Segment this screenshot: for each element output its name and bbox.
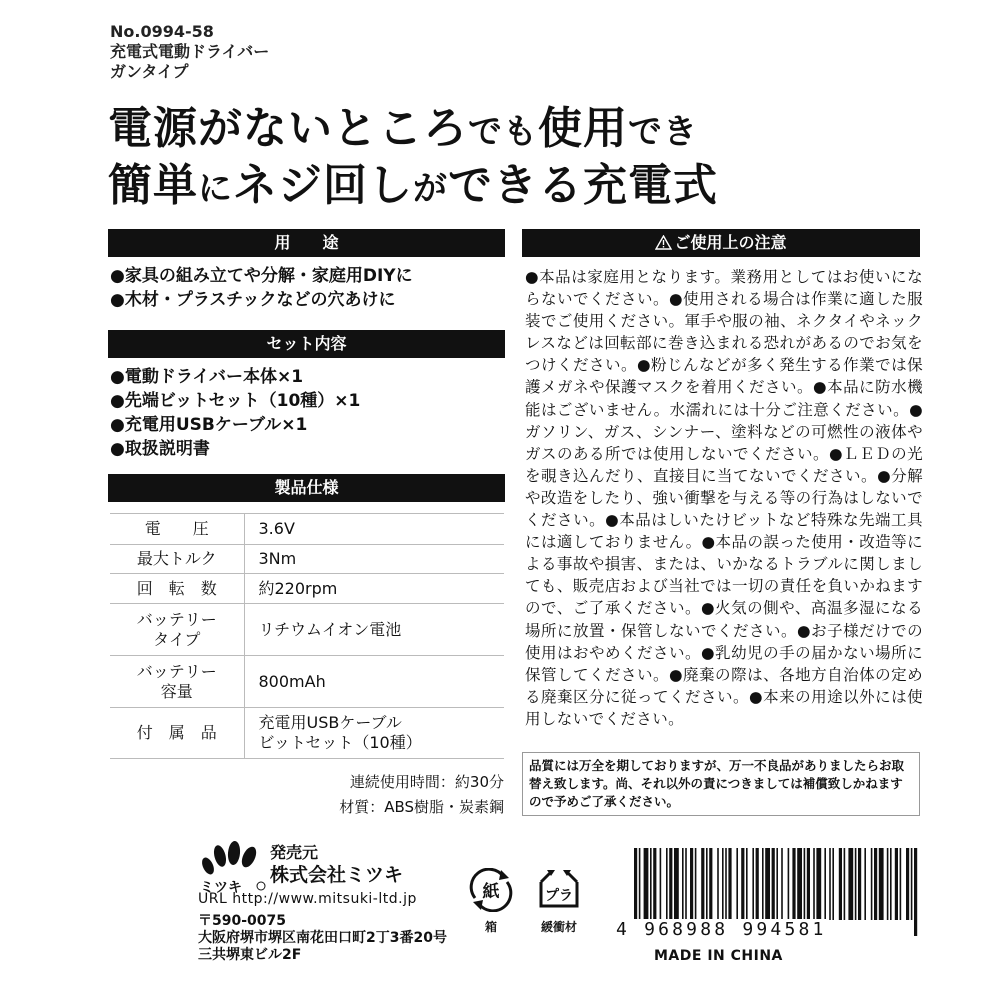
- address-line2: 三共堺東ビル2F: [198, 947, 302, 963]
- barcode-bar: [839, 848, 842, 920]
- barcode-bar: [874, 848, 877, 920]
- barcode-bar: [660, 848, 662, 920]
- headline-line2: 簡単にネジ回しができる充電式: [108, 160, 718, 211]
- list-item: ●家具の組み立てや分解・家庭用DIYに: [110, 266, 413, 286]
- barcode-bar: [914, 848, 917, 936]
- barcode-bar: [653, 848, 656, 920]
- barcode-bar: [765, 848, 770, 920]
- address-line1: 大阪府堺市堺区南花田口町2丁3番20号: [198, 930, 447, 946]
- barcode-bar: [746, 848, 748, 920]
- paper-recycle-caption: 箱: [484, 920, 497, 934]
- barcode-bar: [728, 848, 731, 920]
- spec-notes: [300, 770, 504, 820]
- barcode-bar: [855, 848, 857, 920]
- spec-label: 電 圧: [110, 514, 244, 545]
- barcode-bar: [669, 848, 672, 920]
- spec-label: バッテリー タイプ: [110, 604, 244, 656]
- country-of-origin: MADE IN CHINA: [654, 948, 783, 964]
- seller-label: 発売元: [270, 843, 319, 862]
- list-item: ●木材・プラスチックなどの穴あけに: [110, 290, 396, 310]
- barcode-bar: [906, 848, 909, 920]
- continuous-use-time: 連続使用時間：約30分: [349, 773, 504, 791]
- headline: [108, 102, 718, 216]
- warning-icon: [655, 235, 672, 250]
- barcode-bar: [772, 848, 775, 920]
- barcode-bar: [682, 848, 684, 920]
- list-item: ●充電用USBケーブル×1: [110, 415, 308, 435]
- svg-text:紙: 紙: [482, 882, 500, 902]
- barcode-bar: [685, 848, 687, 920]
- table-row: [110, 574, 504, 604]
- barcode-bar: [813, 848, 815, 920]
- paw-logo-icon: [198, 840, 268, 896]
- list-item: ●先端ビットセット（10種）×1: [110, 391, 361, 411]
- barcode-bar: [674, 848, 679, 920]
- plastic-recycle-icon: [535, 868, 583, 912]
- barcode-bar: [690, 848, 693, 920]
- barcode-bar: [804, 848, 806, 920]
- usage-title: 用 途: [108, 229, 505, 257]
- barcode-digits: 4 968988 994581: [616, 919, 827, 940]
- spec-label: 回 転 数: [110, 574, 244, 604]
- barcode-bar: [829, 848, 831, 920]
- barcode-bar: [807, 848, 810, 920]
- product-name: 充電式電動ドライバー: [110, 42, 270, 61]
- barcode-bar: [911, 848, 913, 920]
- company-address: [198, 913, 447, 964]
- barcode-bar: [706, 848, 708, 920]
- barcode-bar: [752, 848, 754, 920]
- barcode-bar: [736, 848, 738, 920]
- list-item: ●電動ドライバー本体×1: [110, 367, 304, 387]
- barcode-bar: [797, 848, 802, 920]
- barcode-bar: [650, 848, 652, 920]
- barcode-bar: [717, 848, 719, 920]
- barcode-bar: [722, 848, 724, 920]
- headline-line1: 電源がないところでも使用でき: [108, 103, 698, 154]
- barcode-bar: [858, 848, 861, 920]
- barcode-bar: [762, 848, 764, 920]
- barcode-bar: [832, 848, 834, 920]
- spec-value: リチウムイオン電池: [244, 604, 504, 656]
- table-row: [110, 708, 504, 759]
- barcode-bar: [887, 848, 889, 920]
- usage-list: [110, 264, 413, 312]
- product-type: ガンタイプ: [110, 62, 189, 81]
- barcode-bar: [695, 848, 697, 920]
- barcode-bar: [890, 848, 892, 920]
- barcode-bar: [725, 848, 727, 920]
- spec-label: バッテリー 容量: [110, 656, 244, 708]
- spec-label: 最大トルク: [110, 545, 244, 574]
- barcode-bar: [644, 848, 649, 920]
- spec-value: 800mAh: [244, 656, 504, 708]
- spec-label: 付 属 品: [110, 708, 244, 759]
- barcode-bar: [864, 848, 866, 920]
- table-row: [110, 545, 504, 574]
- barcode-bar: [788, 848, 790, 920]
- barcode-bar: [709, 848, 712, 920]
- table-row: [110, 604, 504, 656]
- table-row: [110, 656, 504, 708]
- spec-value: 充電用USBケーブル ビットセット（10種）: [244, 708, 504, 759]
- set-contents-list: [110, 365, 360, 461]
- paper-recycle-mark: [466, 868, 516, 935]
- barcode-bar: [900, 848, 902, 920]
- barcode-bar: [792, 848, 795, 920]
- barcode-bar: [756, 848, 759, 920]
- material: 材質：ABS樹脂・炭素鋼: [339, 798, 504, 816]
- paper-recycle-icon: [467, 868, 515, 912]
- barcode-bar: [824, 848, 826, 920]
- caution-title: ご使用上の注意: [674, 233, 787, 252]
- company-url[interactable]: URL http://www.mitsuki-ltd.jp: [198, 891, 417, 907]
- spec-value: 約220rpm: [244, 574, 504, 604]
- list-item: ●取扱説明書: [110, 439, 210, 459]
- caution-title-bar: [522, 229, 920, 257]
- product-header: [110, 22, 269, 82]
- barcode-bar: [871, 848, 873, 920]
- plastic-recycle-caption: 緩衝材: [540, 920, 577, 934]
- plastic-recycle-mark: [534, 868, 584, 935]
- company-name: 株式会社ミツキ: [270, 864, 404, 886]
- barcode-bar: [741, 848, 744, 920]
- logo-text: ミツキ: [200, 879, 242, 895]
- barcode-bar: [816, 848, 821, 920]
- caution-text: ●本品は家庭用となります。業務用としてはお使いにならないでください。●使用される場合は作業に適した服装でご使用ください。軍手や服の袖、ネクタイやネックレスなどは回転部に巻き込まれる恐れがあるのでお気をつけください。●粉じんなどが多く発生する作業では保護メガネや保護マスクを着用ください。●本品に防水機能はございません。水濡れには十分ご注意ください。●ガソリン、ガス、シンナー、塗料などの可燃性の液体やガスのある所では使用しないでください。●ＬＥＤの光を覗き込んだり、直接目に当てないでください。●分解や改造をしたり、強い衝撃を与える等の行為はしないでください。●本品はしいたけビットなど特殊な先端工具には適しておりません。●本品の誤った使用・改造等による事故や損害、または、いかなるトラブルに関しましても、販売店および当社では一切の責任を負いかねますので、ご了承ください。●火気の側や、高温多湿になる場所に放置・保管しないでください。●お子様だけでの使用はおやめください。●乳幼児の手の届かない場所に保管してください。●廃棄の際は、各地方自治体の定める廃棄区分に従ってください。●本来の用途以外には使用しないでください。: [525, 268, 923, 728]
- postal-code: 〒590-0075: [198, 913, 286, 929]
- spec-value: 3Nm: [244, 545, 504, 574]
- barcode-bar: [701, 848, 704, 920]
- barcode-bar: [895, 848, 898, 920]
- set-contents-title: セット内容: [108, 330, 505, 358]
- spec-value: 3.6V: [244, 514, 504, 545]
- spec-table: [110, 513, 504, 759]
- barcode-bar: [848, 848, 853, 920]
- barcode-bar: [844, 848, 846, 920]
- svg-text:プラ: プラ: [545, 888, 573, 904]
- table-row: [110, 514, 504, 545]
- specs-title: 製品仕様: [108, 474, 505, 502]
- barcode-bar: [666, 848, 668, 920]
- barcode-bar: [879, 848, 884, 920]
- quality-note: 品質には万全を期しておりますが、万一不良品がありましたらお取替え致します。尚、それ以外の責につきましては補償致しかねますので予めご了承ください。: [522, 752, 920, 816]
- model-number: No.0994-58: [110, 22, 214, 41]
